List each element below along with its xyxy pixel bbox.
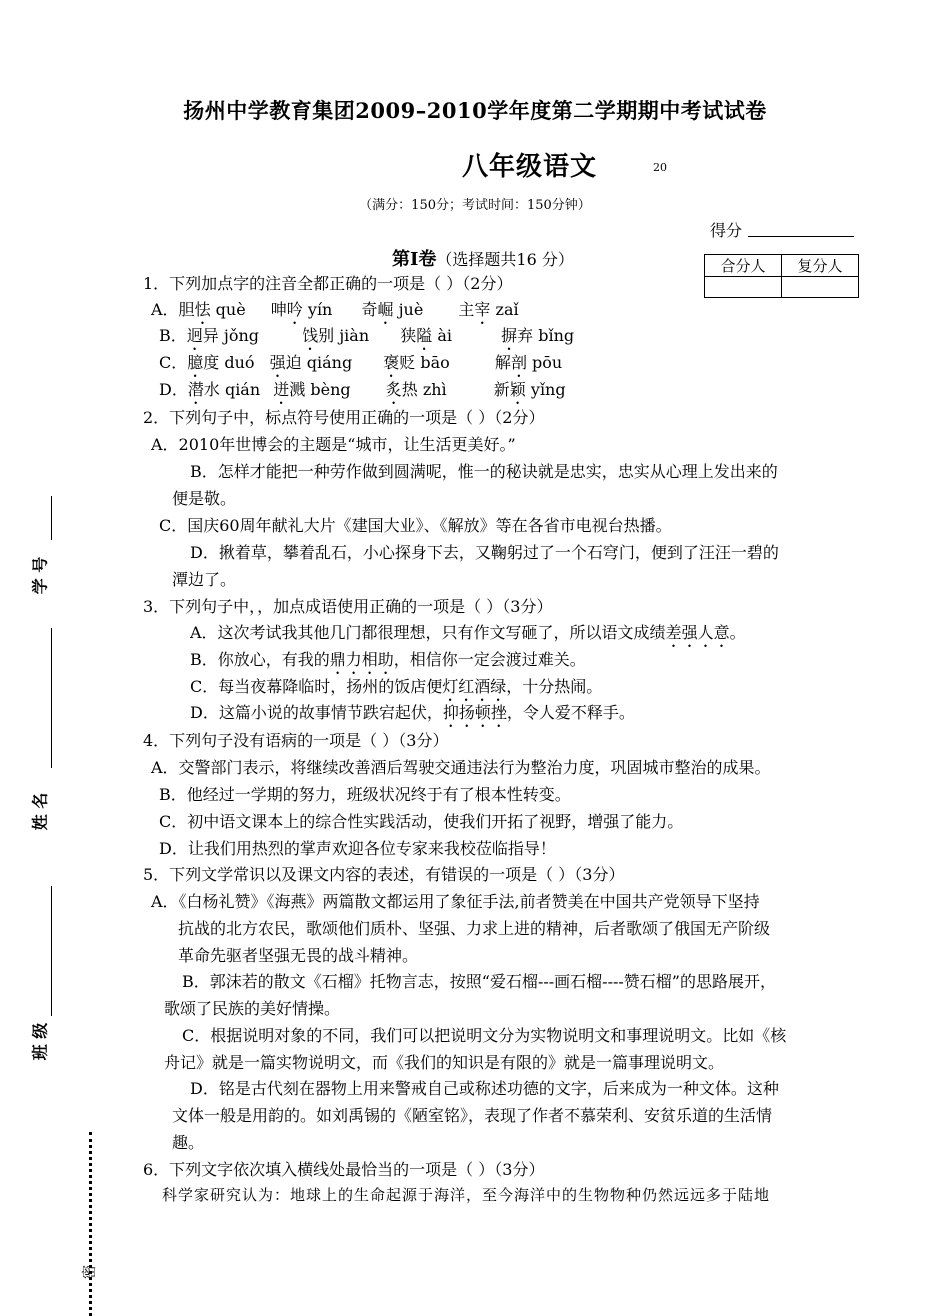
binding-line-1 [51, 496, 52, 540]
q3-option-d: D．这篇小说的故事情节跌宕起伏，抑扬顿挫，令人爱不释手。 [190, 703, 635, 722]
q5-option-d-line2: 文体一般是用韵的。如刘禹锡的《陋室铭》，表现了作者不慕荣利、安贫乐道的生活情 [172, 1106, 773, 1125]
exam-subject: 八年级语文 [462, 152, 598, 182]
q1-option-d: D．潜水 qián 迸溅 bèng 炙热 zhì 新颖 yǐng [159, 380, 566, 399]
q3-option-b: B．你放心，有我的鼎力相助，相信你一定会渡过难关。 [190, 650, 586, 669]
sidebar-xuehao: 学 号 [30, 556, 50, 595]
q2-option-b-line2: 便是敬。 [172, 489, 237, 508]
score-table-cell-2 [782, 277, 859, 298]
q5-option-d-line1: D．铭是古代刻在器物上用来警戒自己或称述功德的文字，后来成为一种文体。这种 [190, 1079, 779, 1098]
q1-option-c: C．臆度 duó 强迫 qiáng 褒贬 bāo 解剖 pōu [159, 353, 563, 372]
q5-option-a-line1: A．《白杨礼赞》《海燕》两篇散文都运用了象征手法,前者赞美在中国共产党领导下坚持 [151, 892, 760, 911]
q5-option-c-line1: C．根据说明对象的不同，我们可以把说明文分为实物说明文和事理说明文。比如《核 [182, 1026, 787, 1045]
seal-dotted-line [89, 1132, 92, 1316]
q5-option-a-line3: 革命先驱者坚强无畏的战斗精神。 [178, 946, 419, 965]
section-heading [392, 245, 574, 271]
score-table-cell-1 [705, 277, 782, 298]
q1-option-b: B．迥异 jǒng 饯别 jiàn 狭隘 ài 摒弃 bǐng [159, 326, 575, 345]
q3-option-a: A．这次考试我其他几门都很理想，只有作文写砸了，所以语文成绩差强人意。 [190, 623, 746, 642]
section-name: 第Ⅰ卷 [392, 249, 437, 270]
q2-option-d-line1: D．揪着草，攀着乱石，小心探身下去，又鞠躬过了一个石穹门，便到了汪汪一碧的 [190, 543, 779, 562]
q6-stem: 6．下列文字依次填入横线处最恰当的一项是（ ）（3分） [143, 1160, 545, 1179]
binding-line-3 [51, 886, 52, 1016]
q2-option-c: C．国庆60周年献礼大片《建国大业》、《解放》等在各省市电视台热播。 [159, 516, 672, 535]
score-table-header-2: 复分人 [782, 255, 859, 277]
q1-option-a: A．胆怯 què 呻吟 yín 奇崛 juè 主宰 zaǐ [151, 300, 519, 319]
score-table-header-1: 合分人 [705, 255, 782, 277]
q4-option-c: C．初中语文课本上的综合性实践活动，使我们开拓了视野，增强了能力。 [159, 812, 684, 831]
q6-passage: 科学家研究认为：地球上的生命起源于海洋，至今海洋中的生物物种仍然远远多于陆地 [162, 1186, 771, 1204]
q4-option-b: B．他经过一学期的努力，班级状况终于有了根本性转变。 [159, 785, 571, 804]
q3-option-c: C．每当夜幕降临时，扬州的饭店便灯红酒绿，十分热闹。 [190, 677, 603, 696]
q5-option-d-line3: 趣。 [172, 1133, 205, 1152]
q4-option-d: D．让我们用热烈的掌声欢迎各位专家来我校莅临指导！ [159, 839, 556, 858]
seal-mi-label: 密 [82, 1265, 98, 1279]
q1-stem: 1．下列加点字的注音全都正确的一项是（ ）（2分） [143, 274, 513, 293]
q5-option-b-line1: B．郭沫若的散文《石榴》托物言志，按照“爱石榴---画石榴----赞石榴”的思路展开， [182, 972, 776, 991]
exam-title: 扬州中学教育集团2009–2010学年度第二学期期中考试试卷 [183, 98, 767, 123]
q5-option-a-line2: 抗战的北方农民，歌颂他们质朴、坚强、力求上进的精神，后者歌颂了俄国无产阶级 [178, 919, 771, 938]
q4-option-a: A．交警部门表示，将继续改善酒后驾驶交通违法行为整治力度，巩固城市整治的成果。 [151, 758, 771, 777]
q5-stem: 5．下列文学常识以及课文内容的表述，有错误的一项是（ ）（3分） [143, 865, 625, 884]
sidebar-banji: 班 级 [30, 1022, 50, 1061]
q2-option-b-line1: B．怎样才能把一种劳作做到圆满呢，惟一的秘诀就是忠实，忠实从心理上发出来的 [190, 462, 778, 481]
section-desc: （选择题共16 分） [436, 250, 574, 269]
score-blank [748, 236, 854, 237]
q2-stem: 2．下列句子中，标点符号使用正确的一项是（ ）（2分） [143, 408, 545, 427]
exam-meta: （满分：150分；考试时间：150分钟） [359, 198, 591, 213]
binding-line-2 [51, 628, 52, 768]
score-table [704, 254, 859, 298]
q5-option-b-line2: 歌颂了民族的美好情操。 [164, 999, 341, 1018]
q5-option-c-line2: 舟记》就是一篇实物说明文，而《我们的知识是有限的》就是一篇事理说明文。 [164, 1053, 725, 1072]
score-label: 得分 [710, 221, 743, 240]
sidebar-xingming: 姓 名 [30, 792, 50, 831]
q2-option-a: A．2010年世博会的主题是“城市，让生活更美好。” [151, 435, 516, 454]
subject-note: 20 [653, 161, 667, 174]
q3-stem: 3．下列句子中，，加点成语使用正确的一项是（ ）（3分） [143, 597, 553, 616]
q4-stem: 4．下列句子没有语病的一项是（ ）（3分） [143, 731, 449, 750]
q2-option-d-line2: 潭边了。 [172, 570, 237, 589]
